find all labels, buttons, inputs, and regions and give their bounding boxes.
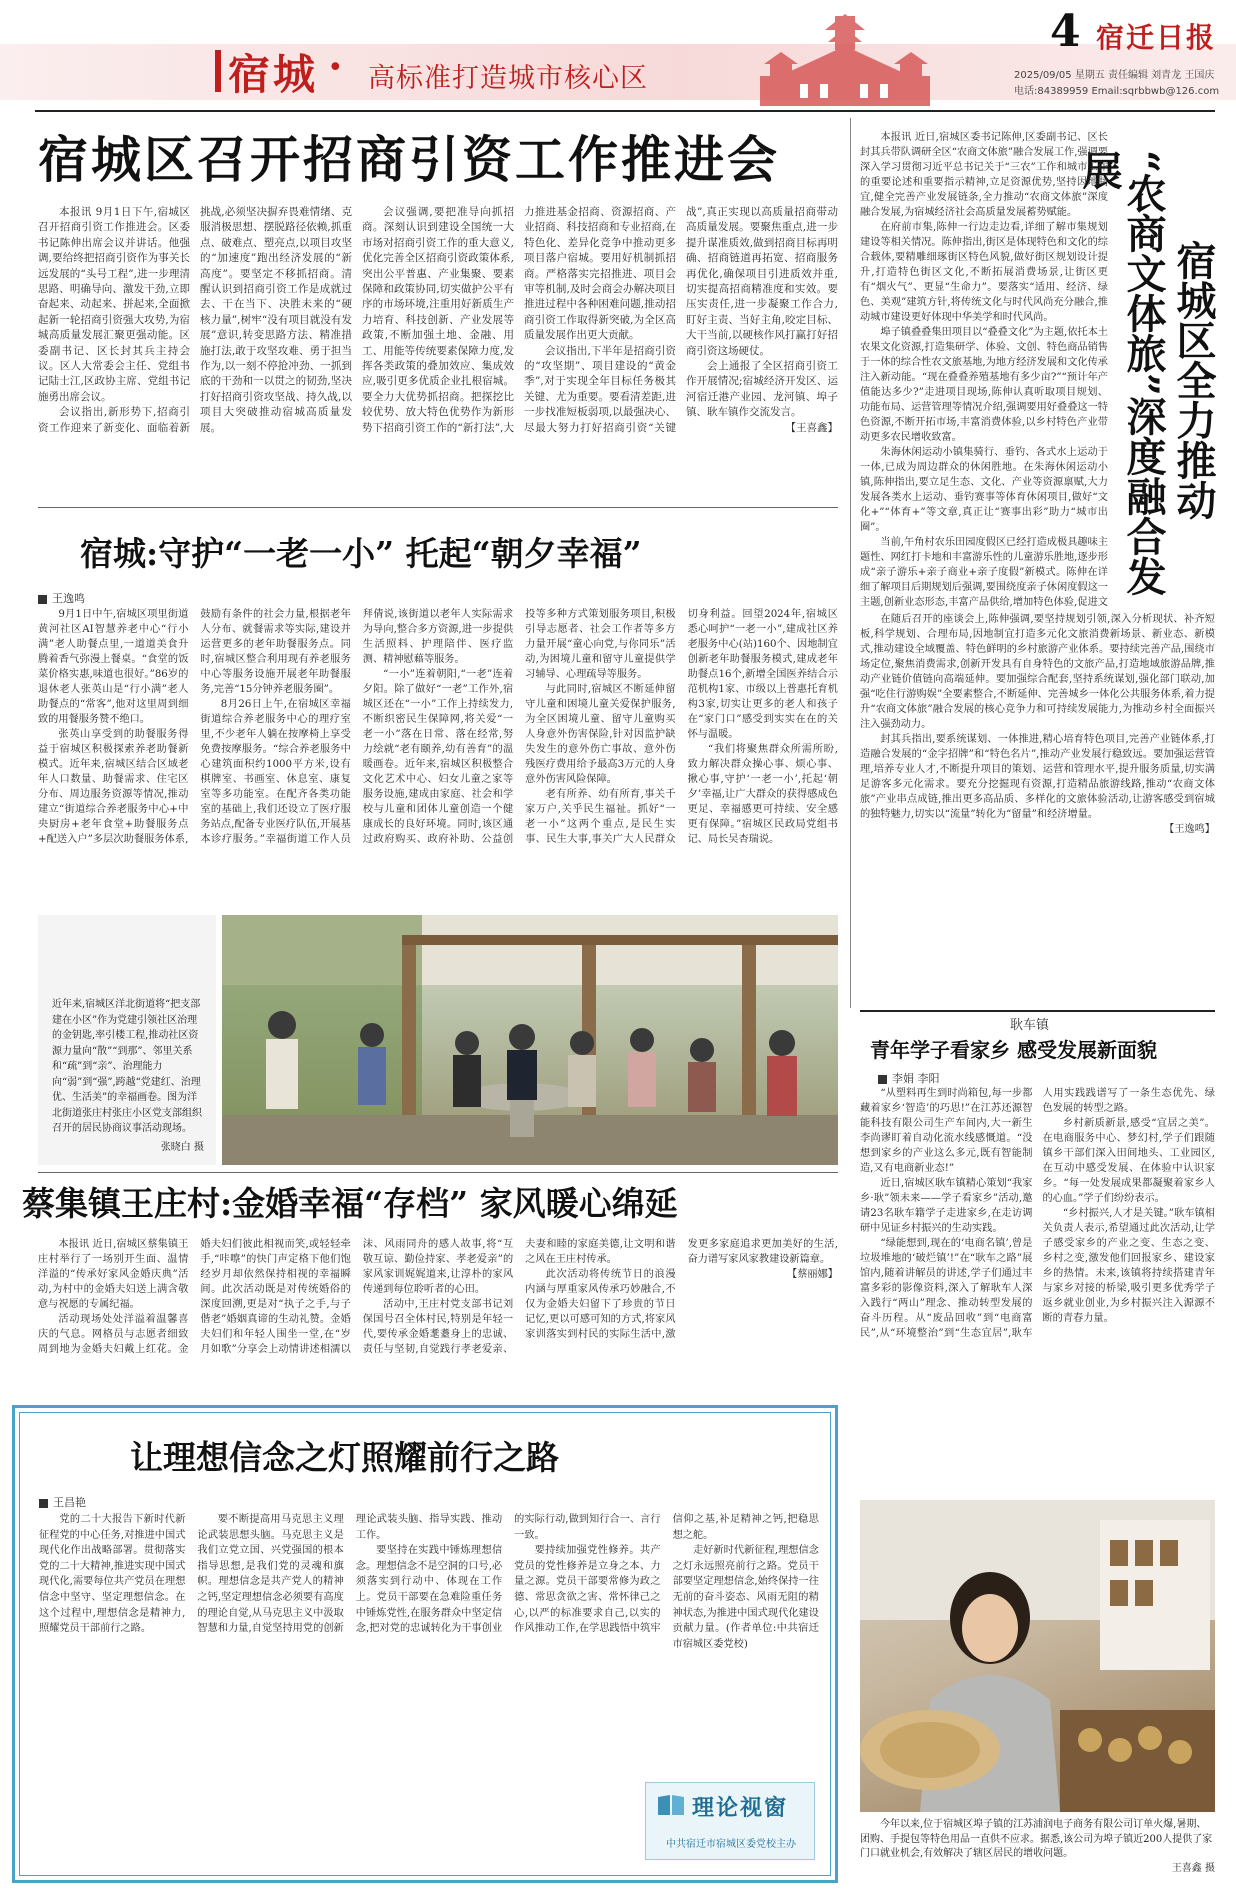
theory-box	[12, 1405, 838, 1883]
article-right-body-top	[860, 130, 1108, 610]
photo1-caption: 近年来,宿城区洋北街道将“把支部建在小区”作为党建引领社区治理的金钥匙,率引楼工程,推动社区资源力量向“散”“到那”、邻里关系和“疏”到“亲”、治理能力向“弱”到“强”,跨越“党建红、治理优、生活美”的幸福画卷。图为洋北街道张庄村张庄小区党支部组织召开的居民协商议事活动现场。	[52, 999, 202, 1134]
photo-ecommerce-worker	[860, 1500, 1215, 1812]
article4-paragraph: 近日,宿城区耿车镇精心策划“我家乡·耿”领未来——学子看家乡”活动,邀请23名耿车籍学子走进家乡,在走访调研中见证乡村振兴的生动实践。	[860, 1178, 1033, 1234]
divider	[38, 1172, 838, 1173]
article-right-body-bottom	[860, 612, 1215, 1008]
article-right-paragraph: 当前,午角村农乐田园度假区已经打造成极具趣味主题性、网红打卡地和丰富游乐性的儿童游乐胜地,逐步形成“亲子游乐+亲子商业+亲子度假”新模式。陈伸在详细了解项目后期规划后强调,要围绕度亲子休闲度假这一主题,创新业态形态,丰富产品供给,增加特色体验,促进文	[860, 537, 1108, 608]
section-dot: ·	[328, 42, 343, 91]
article-right-headline-line: “农商文体旅”深度融合发展	[1076, 150, 1167, 597]
theory-paragraph: 走好新时代新征程,理想信念之灯永远照亮前行之路。党员干部要坚定理想信念,始终保持一往无前的奋斗姿态、风雨无阻的精神状态,为推进中国式现代化建设贡献力量。(作者单位:中共宿迁市宿城区委党校)	[672, 1545, 819, 1650]
article2-paragraph: 与此同时,宿城区不断延伸留守儿童和困境儿童关爱保护服务,为全区困境儿童、留守儿童购买人身意外伤害保险,针对因监护缺失发生的意外伤亡事故、意外伤残医疗费用给予最高3万元的人身意外伤害风险保障。	[525, 684, 676, 785]
article1-paragraph: 会议指出,下半年是招商引资的“攻坚期”、项目建设的“黄金季”,对于实现全年目标任务极其关键、尤为重要。要看清差距,进一步找准短板弱项,以最强决心、尽最大努力打好招商引资“关键战”,真正实现以高质量招商带动高质量发展。要聚焦重点,进一步提升谋准质效,做到招商目标再明确、招商链道再拓宽、招商服务再优化,确保项目引进质效并重,切实提高招商精准度和实效。要压实责任,进一步凝聚工作合力,盯好主责、当好主角,咬定目标、大干当前,以硬核作风打赢打好招商引资这场硬仗。	[524, 206, 838, 434]
article2-byline	[38, 590, 85, 606]
paper-name: 宿迁日报	[1096, 21, 1217, 54]
section-title: 宿城	[228, 50, 319, 99]
article4-byline-name: 李娟 李阳	[892, 1072, 940, 1085]
article4-paragraph: 乡村新质新景,感受“宜居之美”。在电商服务中心、梦幻村,学子们跟随镇乡干部们深入田间地头、工业园区,在互动中感受发展、在体验中认识家乡。“每一处发展成果都凝聚着家乡人的心血。”学子们纷纷表示。	[1042, 1118, 1215, 1204]
article-right-headline	[1076, 150, 1217, 610]
byline-marker-icon	[878, 1075, 887, 1084]
article4-paragraph: “乡村振兴,人才是关键。”耿车镇相关负责人表示,希望通过此次活动,让学子感受家乡的产业之变、生态之变、乡村之变,激发他们回报家乡、建设家乡的热情。未来,该镇将持续搭建青年与家乡对接的桥梁,吸引更多优秀学子返乡就业创业,为乡村振兴注入源源不断的青春力量。	[1042, 1208, 1215, 1324]
theory-byline-name: 王昌艳	[53, 1496, 86, 1509]
theory-paragraph: 要持续加强党性修养。共产党员的党性修养是立身之本、力量之源。党员干部要常修为政之德、常思贪欲之害、常怀律己之心,以严的标准要求自己,以实的作风推动工作,在学思践悟中筑牢信仰之基,补足精神之钙,把稳思想之舵。	[514, 1514, 819, 1635]
date-line: 2025/09/05 星期五 责任编辑 刘青龙 王国庆	[1014, 70, 1215, 81]
article-right-paragraph: 在随后召开的座谈会上,陈伸强调,要坚持规划引领,深入分析现状、补齐短板,科学规划、合理布局,因地制宜打造多元化文旅消费新场景、新业态、新模式,推动建设全域覆盖、特色鲜明的乡村旅游产业体系。要持续完善产品,围绕市场定位,聚焦消费需求,创新开发具有自身特色的文旅产品,打造地域旅游品牌,推动产业链价值链向高端延伸。要加强综合配套,坚持系统谋划,强化部门联动,加强“吃住行游购娱”全要素整合,不断延伸、完善城乡一体化公共服务体系,着力提升“农商文体旅”融合发展的核心竞争力和可持续发展能力,为推动乡村全面振兴注入强劲动力。	[860, 614, 1215, 730]
photo1-caption-box	[38, 915, 216, 1165]
book-icon	[656, 1793, 686, 1817]
theory-badge-sub: 中共宿迁市宿城区委党校主办	[666, 1839, 796, 1850]
article-right-paragraph: 埠子镇叠叠集田项目以“叠叠文化”为主题,依托本土农果文化资源,打造集研学、体验、文创、特色商品销售于一体的综合性农文旅基地,为地方经济发展和文化传承注入新动能。“现在叠叠养殖基地有多少亩?”“预计年产值能达多少?”走进项目现场,陈伸认真听取项目规划、功能布局、运营管理等情况介绍,强调要用好叠叠这一特色资源,不断开拓市场,丰富消费体验,以乡村特色产业带动更多农民增收致富。	[860, 327, 1108, 443]
article4-paragraph: “从塑料再生到时尚箱包,每一步都藏着家乡‘智造’的巧思!”在江苏还源智能科技有限公司生产车间内,大一新生李尚谬盯着自动化流水线感慨道。“没想到家乡的产业这么多元,既有智能制造,又有电商新业态!”	[860, 1088, 1033, 1174]
article1-paragraph: 本报讯 9月1日下午,宿城区召开招商引资工作推进会。区委书记陈伸出席会议并讲话。他强调,要给终把招商引资作为事关长远发展的“头号工程”,进一步理清思路、明确导向、激发干劲,立即奋起来、动起来、拼起来,全面掀起新一轮招商引资强大攻势,为宿城高质量发展汇聚更强动能。区委副书记、区长封其兵主持会议。区人大常委会主任、党组书记陆士江,区政协主席、党组书记施勇出席会议。	[38, 206, 190, 403]
section-subtitle: 高标准打造城市核心区	[368, 63, 648, 94]
article4-body	[860, 1086, 1215, 1488]
article1-headline: 宿城区召开招商引资工作推进会	[38, 130, 780, 189]
article3-paragraph: 此次活动将传统节日的浪漫内涵与厚重家风传承巧妙融合,不仅为金婚夫妇留下了珍贵的节日记忆,更以可感可知的方式,将家风家训落实到村民的实际生活中,激发更多家庭追求更加美好的生活,奋力谱写家风家教建设新篇章。	[525, 1239, 838, 1340]
page-number: 4	[1050, 6, 1081, 57]
photo-ecommerce-worker-image	[860, 1500, 1215, 1812]
article3-paragraph: 活动现场处处洋溢着温馨喜庆的气息。网格员与志愿者细致周到地为金婚夫妇戴上红花。金婚夫妇们彼此相视而笑,或轻轻牵手,“咔嚓”的快门声定格下他们饱经岁月却依然保持相视的幸福瞬间。此次活动既是对传统婚俗的深度回溯,更是对“执子之手,与子偕老”婚姻真谛的生动礼赞。金婚夫妇们和年轻人围坐一堂,在“岁月如歌”分享会上动情讲述相濡以沫、风雨同舟的感人故事,将“互敬互谅、勤俭持家、孝老爱亲”的家风家训娓娓道来,让淳朴的家风传递到每位聆听者的心田。	[38, 1239, 514, 1355]
pagoda-illustration	[740, 6, 950, 106]
article4-kicker: 耿车镇	[1010, 1018, 1050, 1033]
theory-badge-title: 理论视窗	[692, 1795, 789, 1821]
article3-headline: 蔡集镇王庄村:金婚幸福“存档” 家风暖心绵延	[22, 1184, 678, 1223]
article2-paragraph: “一小”连着朝阳,“一老”连着夕阳。除了做好“一老”工作外,宿城区还在“一小”工作上持续发力,不断织密民生保障网,将关爱“一老一小”落在日常、落在经常,努力绘就“老有颐养,幼有善育”的温暖画卷。近年来,宿城区积极整合文化艺术中心、妇女儿童之家等服务设施,建成由家庭、社会和学校与儿童和团体儿童创造一个健康成长的良好环境。同时,该区通过政府购买、政府补助、公益创投等多种方式策划服务项目,积极引导志愿者、社会工作者等多方力量开展“童心向党,与你同乐”活动,为困境儿童和留守儿童提供学习辅导、心理疏导等服务。	[362, 609, 676, 845]
article1-paragraph: 会上通报了全区招商引资工作开展情况;宿城经济开发区、运河宿迁港产业园、龙河镇、埠子镇、耿车镇作交流发言。	[686, 360, 838, 419]
article2-headline: 宿城:守护“一老一小” 托起“朝夕幸福”	[80, 534, 642, 573]
byline-marker-icon	[38, 595, 47, 604]
article1-source: 【王喜鑫】	[785, 421, 838, 434]
photo-community-meeting	[222, 915, 838, 1165]
theory-headline: 让理想信念之灯照耀前行之路	[130, 1438, 559, 1477]
divider	[38, 507, 838, 508]
article2-paragraph: 老有所养、幼有所育,事关千家万户,关乎民生福祉。抓好“一老一小”这两个重点,是民生实事、民生大事,事关广大人民群众切身利益。回望2024年,宿城区悉心呵护“一老一小”,建成社区养老服务中心(站)160个、因地制宜创新老年助餐服务模式,建成老年助餐点16个,新增全国医养结合示范机构1家、市级以上普惠托育机构3家,切实让更多的老人和孩子在“家门口”感受到实实在在的关怀与温暖。	[525, 609, 838, 845]
photo3-caption-box	[860, 1818, 1215, 1890]
article3-paragraph: 活动中,王庄村党支部书记刘保国号召全体村民,特别是年轻一代,要传承金婚耄耋身上的忠诚、责任与坚韧,自觉践行孝老爱亲、夫妻和睦的家庭美德,让文明和谐之风在王庄村传承。	[362, 1239, 676, 1355]
article2-paragraph: 张英山享受到的助餐服务得益于宿城区积极探索养老助餐新模式。近年来,宿城区结合区域老年人口数量、助餐需求、住宅区分布、周边服务资源等情况,推动建立“街道综合养老服务中心+中央厨房+老年食堂+助餐服务点+配送入户”多层次助餐服务体系,鼓励有条件的社会力量,根据老年人分布、就餐需求等实际,建设并运营更多的老年助餐服务点。同时,宿城区整合利用现有养老服务中心等服务设施开展老年助餐服务,完善“15分钟养老服务圈”。	[38, 609, 351, 845]
photo3-caption: 今年以来,位于宿城区埠子镇的江苏浦润电子商务有限公司订单火爆,暑期、团购、手提包等特色用品一直供不应求。据悉,该公司为埠子镇近200人提供了家门口就业机会,有效解决了辖区居民的增收问题。	[860, 1819, 1213, 1859]
article2-paragraph: “我们将聚焦群众所需所盼,致力解决群众操心事、烦心事、揪心事,守护‘一老一小’,托起‘朝夕’幸福,让广大群众的获得感成色更足、幸福感更可持续、安全感更有保障。”宿城区民政局党组书记、局长吴杏瑞说。	[687, 744, 838, 845]
byline-marker-icon	[39, 1499, 48, 1508]
article2-byline-name: 王逸鸣	[52, 592, 85, 605]
article-right-paragraph: 在府前市集,陈伸一行边走边看,详细了解市集规划建设等相关情况。陈伸指出,街区是体现特色和文化的综合载体,要精雕细琢街区特色风貌,做好街区规划设计提升,打造特色街区文化,不断拓展消费场景,让街区更有“烟火气”、更显“生命力”。要落实“适用、经济、绿色、美观”建筑方针,将传统文化与时代风尚充分融合,推动城市建设更好体现中华美学和时代风尚。	[860, 222, 1108, 323]
article4-paragraph: “绿能想到,现在的‘电商名镇’,曾是垃圾堆地的‘破烂镇’!”在“耿车之路”展馆内,随着讲解员的讲述,学子们通过丰富多彩的影像资料,深入了解耿车人深入践行“两山”理念、推动转型发展的奋斗历程。从“废品回收”到“电商富民”,从“环境整治”到“生态宜居”,耿车人用实践践谱写了一条生态优先、绿色发展的转型之路。	[860, 1088, 1215, 1339]
article-right-paragraph: 封其兵指出,要系统谋划、一体推进,精心培育特色项目,完善产业链体系,打造融合发展的“金字招牌”和“特色名片”,推动产业发展行稳致远。要加强运营管理,培养专业人才,不断提升项目的策划、运营和管理水平,提升服务质量,切实满足游客多元化需求。要充分挖掘现有资源,打造精品旅游线路,推动“农商文体旅”产业串点成链,推出更多高品质、多样化的文旅体验活动,让游客感受到宿城的独特魅力,切实以“流量”转化为“留量”和经济增量。	[860, 734, 1215, 820]
page-header	[0, 0, 1236, 115]
article-right-headline-line: 宿城区全力推动	[1170, 240, 1217, 520]
divider	[860, 1010, 1215, 1012]
article2-body	[38, 607, 838, 907]
photo-community-meeting-image	[222, 915, 838, 1165]
theory-paragraph: 党的二十大报告下新时代新征程党的中心任务,对推进中国式现代化作出战略部署。贯彻落实党的二十大精神,推进实现中国式现代化,需要每位共产党员在理想信念中坚守、坚定理想信念。在这个过程中,理想信念是精神力,照耀党员干部前行之路。	[39, 1514, 186, 1635]
article-right-paragraph: 本报讯 近日,宿城区委书记陈伸,区委副书记、区长封其兵带队调研全区“农商文体旅”融合发展工作,强调要深入学习贯彻习近平总书记关于“三农”工作和城市工作的重要论述和重要指示精神,立足资源优势,坚持因地制宜,健全完善产业发展链条,全力推动“农商文体旅”深度融合发展,为宿城经济社会高质量发展蓄势赋能。	[860, 132, 1108, 218]
header-rule	[35, 110, 1215, 112]
article4-byline	[878, 1070, 940, 1086]
article2-paragraph: 8月26日上午,在宿城区幸福街道综合养老服务中心的理疗室里,不少老年人躺在按摩椅上享受免费按摩服务。“综合养老服务中心建筑面积约1000平方米,设有棋牌室、书画室、休息室、康复室等多功能室。在配齐各类功能室的基础上,我们还设立了医疗服务站点,配备专业医疗队伍,开展基本诊疗服务。”幸福街道工作人员拜倩说,该街道以老年人实际需求为导向,整合多方资源,进一步提供生活照料、护理陪伴、医疗监测、精神慰藉等服务。	[200, 609, 514, 845]
theory-paragraph: 要坚持在实践中锤炼理想信念。理想信念不是空洞的口号,必须落实到行动中、体现在工作上。党员干部要在急难险重任务中锤炼党性,在服务群众中坚定信念,把对党的忠诚转化为干事创业的实际行动,做到知行合一、言行一致。	[355, 1514, 661, 1635]
article1-body	[38, 205, 838, 497]
photo1-credit: 张晓白 摄	[160, 1141, 204, 1153]
contact-line: 电话:84389959 Email:sqrbbwb@126.com	[1014, 86, 1220, 97]
article-right-paragraph: 朱海休闲运动小镇集骑行、垂钓、各式水上运动于一体,已成为周边群众的休闲胜地。在朱海休闲运动小镇,陈伸指出,要立足生态、文化、产业等资源禀赋,大力发展各类水上运动、垂钓赛事等体育休闲项目,做好“文化+”“体育+”等文章,真正让“赛事出彩”助力“城市出圈”。	[860, 447, 1108, 533]
theory-byline	[39, 1494, 86, 1510]
theory-paragraph: 要不断提高用马克思主义理论武装思想头脑。马克思主义是我们立党立国、兴党强国的根本指导思想,是我们党的灵魂和旗帜。理想信念是共产党人的精神之钙,坚定理想信念必须要有高度的理论自觉,从马克思主义中汲取智慧和力量,自觉坚持用党的创新理论武装头脑、指导实践、推动工作。	[197, 1514, 503, 1635]
article-right-source: 【王逸鸣】	[1164, 824, 1215, 835]
article3-body	[38, 1237, 838, 1397]
column-divider	[850, 118, 851, 1008]
article1-paragraph: 会议强调,要把准导向抓招商。深刻认识到建设全国统一大市场对招商引资工作的重大意义,优化完善全区招商引资政策体系,突出公平普惠、产业集聚、要素保障和政策协同,切实做护公平有序的市场环境,注重用好新质生产力培育、科技创新、产业发展等政策,不断加强土地、金融、用工、用能等传统要素保障力度,发挥各类政策的叠加效应、集成效应,吸引更多优质企业扎根宿城。要全力大优势抓招商。把探挖比较优势、放大特色优势作为新形势下招商引资工作的“新打法”,大力推进基金招商、资源招商、产业招商、科技招商和专业招商,在特色化、差异化竞争中推动更多项目落户宿城。要用好机制抓招商。严格落实完招推进、项目会审等机制,及时会商会办解决项目推进过程中各种困难问题,推动招商引资工作取得新突破,为全区高质量发展作出更大贡献。	[362, 206, 676, 434]
photo3-credit: 王喜鑫 摄	[1171, 1862, 1215, 1874]
article2-paragraph: 9月1日中午,宿城区项里街道黄河社区AI智慧养老中心“行小满”老人助餐点里,一道道美食升腾着香气弥漫上餐桌。“食堂的饭菜价格实惠,味道也很好。”86岁的退休老人张英山是“行小满”老人助餐点的“常客”,他对这里周到细致的用餐服务赞不绝口。	[38, 609, 189, 725]
article3-source: 【蔡丽娜】	[787, 1269, 838, 1280]
section-red-bar	[215, 50, 221, 92]
article3-paragraph: 本报讯 近日,宿城区蔡集镇王庄村举行了一场别开生面、温情洋溢的“传承好家风金婚庆典”活动,为村中的金婚夫妇送上满含敬意与祝愿的专属纪福。	[38, 1239, 189, 1310]
article4-headline: 青年学子看家乡 感受发展新面貌	[870, 1038, 1157, 1062]
article1-paragraph: 会议指出,新形势下,招商引资工作迎来了新变化、面临着新挑战,必须坚决摒弃畏难情绪、克服消极思想、摆脱路径依赖,抓重点、破难点、塑亮点,以项目攻坚的“加速度”跑出经济发展的“新高度”。要坚定不移抓招商。清醒认识到招商引资工作是成就过去、干在当下、决胜未来的“硬核力量”,树牢“没有项目就没有发展”意识,转变思路方法、精准措施打法,敢于攻坚攻难、勇于担当作为,以一刻不停抢冲劲、一抓到底的干劲和一以贯之的韧劲,坚决打好招商引资攻坚战、持久战,以项目大突破推动宿城高质量发展。	[38, 206, 352, 434]
theory-badge	[645, 1782, 815, 1860]
